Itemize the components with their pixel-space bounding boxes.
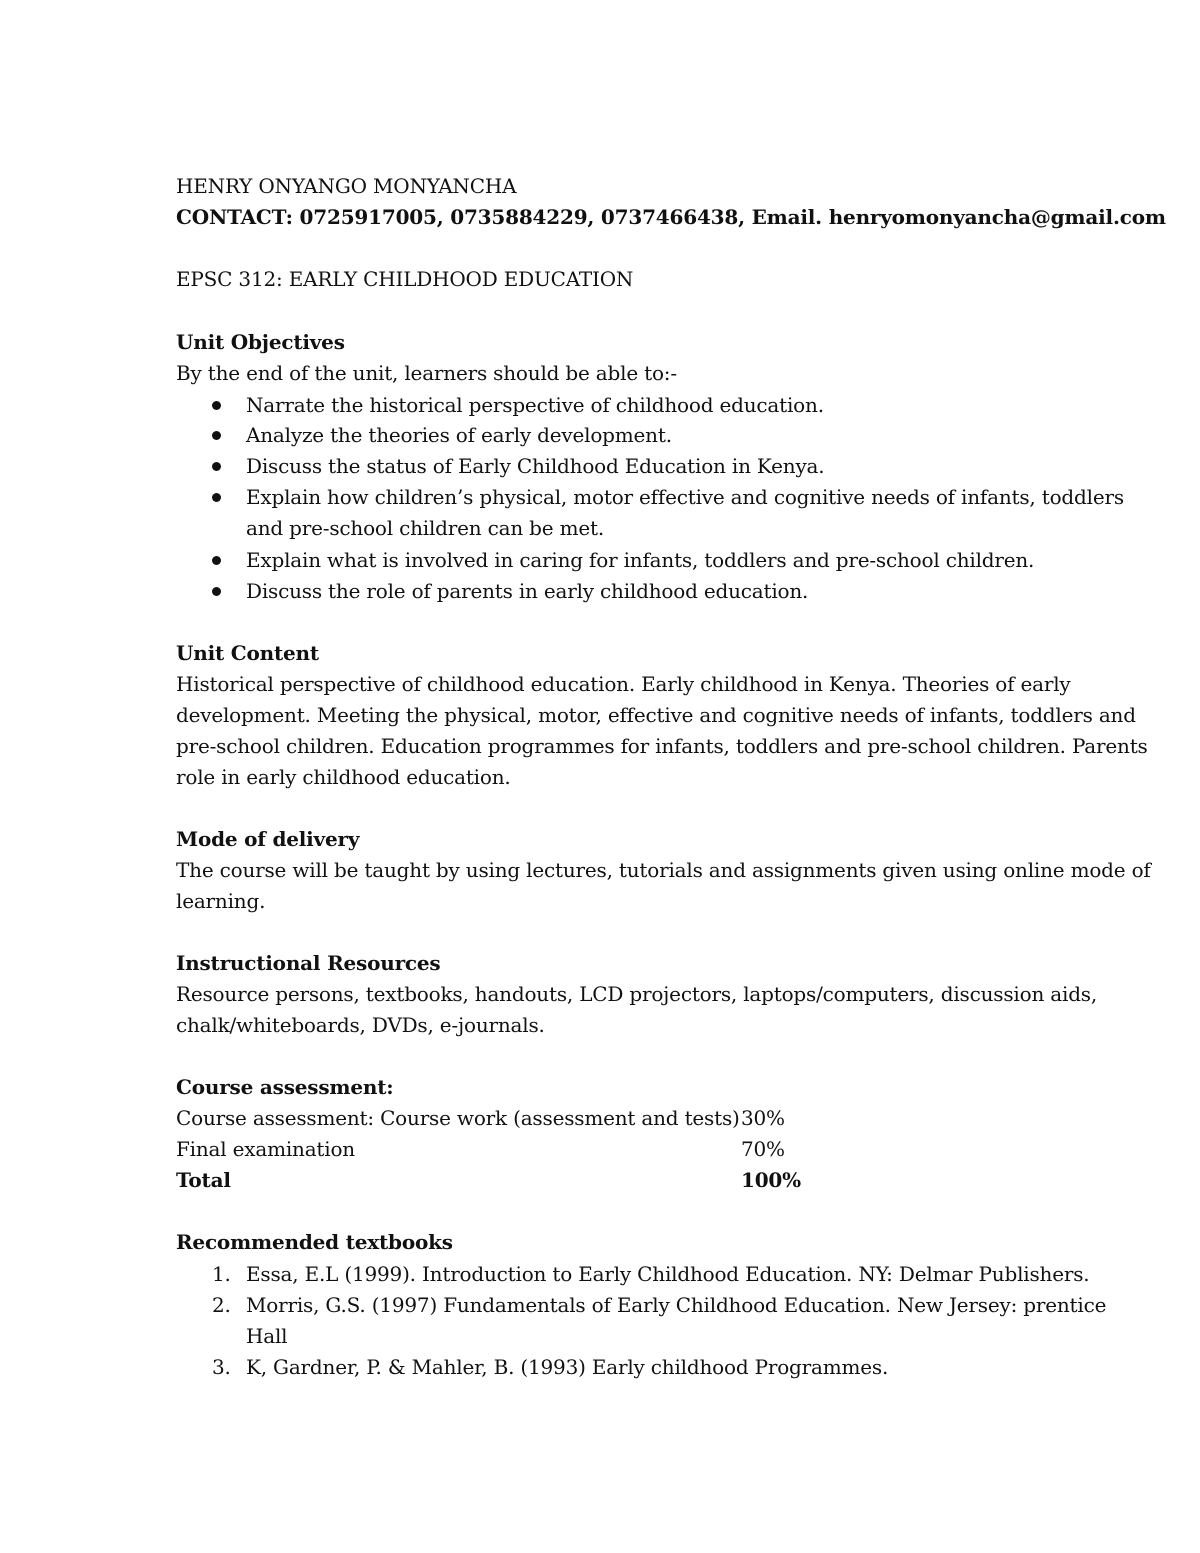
bullet-icon — [212, 587, 221, 596]
textbook-item: K, Gardner, P. & Mahler, B. (1993) Early childhood Programmes. — [246, 1355, 889, 1379]
assessment-total-value: 100% — [741, 1168, 801, 1192]
resources-line: chalk/whiteboards, DVDs, e-journals. — [176, 1013, 545, 1037]
objective-item: Explain what is involved in caring for infants, toddlers and pre-school children. — [246, 548, 1035, 572]
assessment-row-label: Final examination — [176, 1137, 355, 1161]
assessment-heading: Course assessment: — [176, 1075, 394, 1099]
objective-item-continuation: and pre-school children can be met. — [246, 516, 604, 540]
contact-line: CONTACT: 0725917005, 0735884229, 0737466438, Email. henryomonyancha@gmail.com — [176, 205, 1166, 229]
objectives-intro: By the end of the unit, learners should be able to:- — [176, 361, 677, 385]
author-name: HENRY ONYANGO MONYANCHA — [176, 174, 517, 198]
textbook-item-continuation: Hall — [246, 1324, 288, 1348]
bullet-icon — [212, 431, 221, 440]
textbook-item: Essa, E.L (1999). Introduction to Early Childhood Education. NY: Delmar Publishers. — [246, 1262, 1090, 1286]
bullet-icon — [212, 462, 221, 471]
bullet-icon — [212, 556, 221, 565]
course-title: EPSC 312: EARLY CHILDHOOD EDUCATION — [176, 267, 634, 291]
delivery-heading: Mode of delivery — [176, 827, 360, 851]
textbook-number: 1. — [212, 1262, 231, 1286]
assessment-total-label: Total — [176, 1168, 231, 1192]
bullet-icon — [212, 493, 221, 502]
objective-item: Analyze the theories of early development. — [246, 423, 672, 447]
assessment-row-label: Course assessment: Course work (assessment and tests) — [176, 1106, 740, 1130]
textbook-number: 3. — [212, 1355, 231, 1379]
assessment-row-value: 70% — [741, 1137, 785, 1161]
content-line: Historical perspective of childhood education. Early childhood in Kenya. Theories of early — [176, 672, 1071, 696]
resources-line: Resource persons, textbooks, handouts, LCD projectors, laptops/computers, discussion aids, — [176, 982, 1098, 1006]
objectives-heading: Unit Objectives — [176, 330, 345, 354]
textbook-item: Morris, G.S. (1997) Fundamentals of Early Childhood Education. New Jersey: prentice — [246, 1293, 1107, 1317]
objective-item: Discuss the status of Early Childhood Education in Kenya. — [246, 454, 825, 478]
objective-item: Discuss the role of parents in early childhood education. — [246, 579, 809, 603]
content-heading: Unit Content — [176, 641, 319, 665]
assessment-row-value: 30% — [741, 1106, 785, 1130]
content-line: pre-school children. Education programmes for infants, toddlers and pre-school children. Parents — [176, 734, 1148, 758]
textbook-number: 2. — [212, 1293, 231, 1317]
objective-item: Explain how children’s physical, motor effective and cognitive needs of infants, toddlers — [246, 485, 1124, 509]
content-line: role in early childhood education. — [176, 765, 511, 789]
delivery-line: learning. — [176, 889, 266, 913]
delivery-line: The course will be taught by using lectures, tutorials and assignments given using online mode of — [176, 858, 1151, 882]
content-line: development. Meeting the physical, motor, effective and cognitive needs of infants, toddlers and — [176, 703, 1136, 727]
objective-item: Narrate the historical perspective of childhood education. — [246, 393, 824, 417]
resources-heading: Instructional Resources — [176, 951, 441, 975]
textbooks-heading: Recommended textbooks — [176, 1230, 453, 1254]
bullet-icon — [212, 401, 221, 410]
